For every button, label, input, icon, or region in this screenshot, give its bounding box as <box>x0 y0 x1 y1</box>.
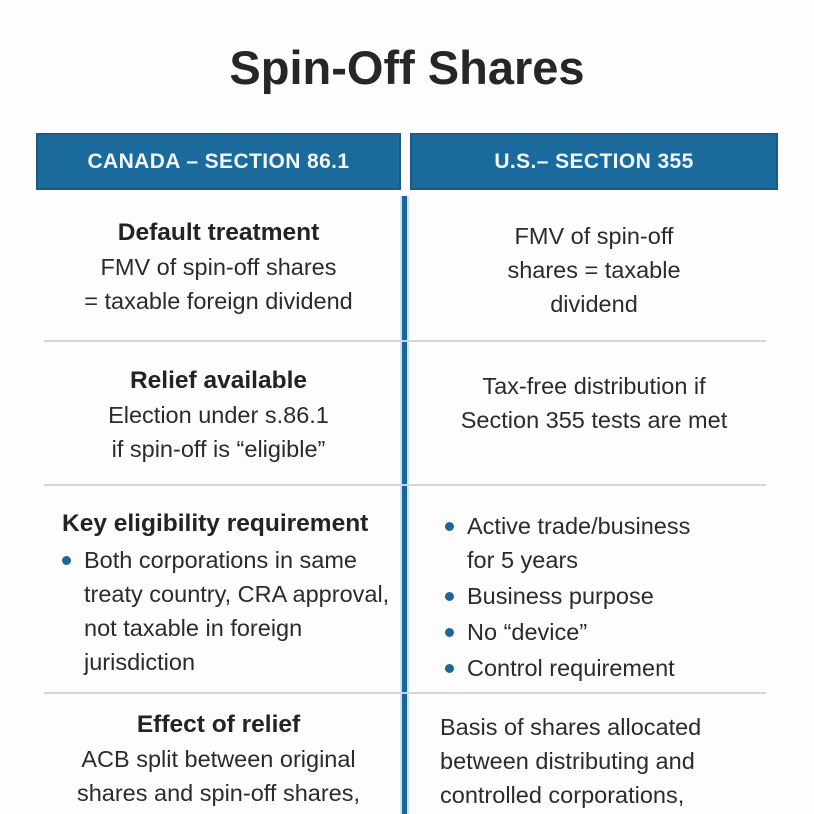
bullet-item <box>445 651 775 685</box>
cell-text-line: Section 355 tests are met <box>460 407 728 433</box>
cell-heading: Default treatment <box>117 219 320 246</box>
cell-text-line: shares = taxable <box>507 257 681 283</box>
cell-text-line: Both corporations in same <box>84 547 358 573</box>
cell-text-line: shares and spin-off shares, <box>76 780 361 806</box>
cell-text-line: controlled corporations, <box>440 782 685 808</box>
cell-canada-key-eligibility <box>62 507 412 679</box>
cell-heading: Effect of relief <box>136 711 301 738</box>
cell-text-line: Tax-free distribution if <box>482 373 706 399</box>
cell-text-line: FMV of spin-off shares <box>100 254 337 280</box>
bullet-text <box>467 615 587 649</box>
row-separator-2 <box>44 484 766 486</box>
cell-text-line: for 5 years <box>467 547 579 573</box>
cell-canada-effect-of-relief <box>36 708 401 810</box>
page-title: Spin-Off Shares <box>229 41 585 94</box>
cell-text-line: Control requirement <box>467 655 675 681</box>
cell-text-line: not taxable in foreign <box>84 615 303 641</box>
cell-us-effect-of-relief <box>440 710 770 812</box>
cell-canada-relief-available <box>36 364 401 466</box>
bullet-dot-icon <box>445 628 454 637</box>
cell-text-line: if spin-off is “eligible” <box>111 436 326 462</box>
cell-heading: Relief available <box>129 367 308 394</box>
cell-text-line: Business purpose <box>467 583 654 609</box>
column-header-us <box>410 133 778 190</box>
cell-text-line: Basis of shares allocated <box>440 714 702 740</box>
bullet-text <box>467 651 675 685</box>
bullet-item <box>445 615 775 649</box>
cell-heading: Key eligibility requirement <box>62 510 369 537</box>
column-divider <box>400 196 409 814</box>
row-separator-3 <box>44 692 766 694</box>
bullet-item <box>445 579 775 613</box>
cell-text-line: Election under s.86.1 <box>108 402 329 428</box>
cell-text-line: between distributing and <box>440 748 695 774</box>
column-header-canada <box>36 133 401 190</box>
cell-us-default-treatment <box>412 219 776 321</box>
cell-text-line: jurisdiction <box>84 649 196 675</box>
cell-text-line: Active trade/business <box>467 513 691 539</box>
cell-text-line: FMV of spin-off <box>514 223 674 249</box>
row-separator-1 <box>44 340 766 342</box>
cell-text-line: treaty country, CRA approval, <box>84 581 390 607</box>
cell-text-line: = taxable foreign dividend <box>84 288 353 314</box>
bullet-item <box>62 543 412 679</box>
bullet-dot-icon <box>62 556 71 565</box>
bullet-dot-icon <box>445 664 454 673</box>
cell-text-line: dividend <box>550 291 638 317</box>
bullet-item <box>445 509 775 577</box>
cell-text-line: No “device” <box>467 619 588 645</box>
bullet-dot-icon <box>445 522 454 531</box>
column-header-canada-label: CANADA – SECTION 86.1 <box>87 149 350 173</box>
bullet-text <box>467 509 690 577</box>
bullet-dot-icon <box>445 592 454 601</box>
column-header-us-label: U.S.– SECTION 355 <box>494 149 694 173</box>
bullet-text <box>467 579 654 613</box>
cell-canada-default-treatment <box>36 216 401 318</box>
cell-us-key-eligibility <box>445 507 775 685</box>
cell-text-line: ACB split between original <box>81 746 356 772</box>
bullet-text <box>84 543 389 679</box>
cell-us-relief-available <box>412 369 776 437</box>
